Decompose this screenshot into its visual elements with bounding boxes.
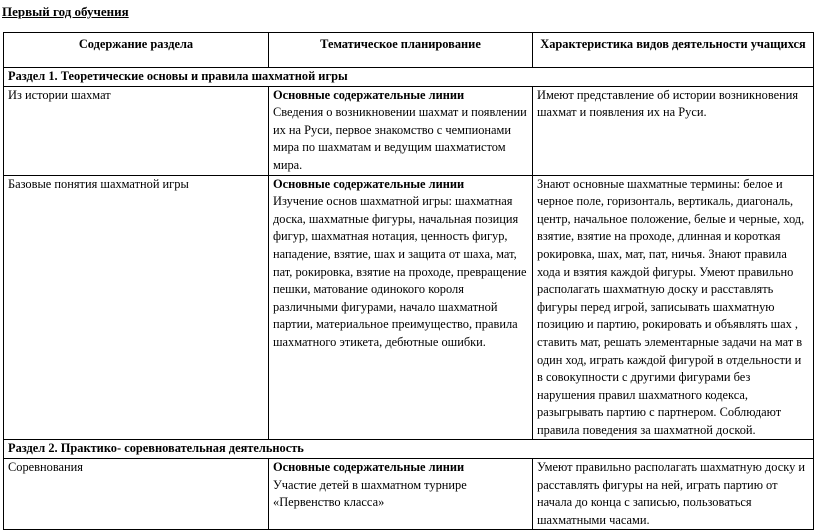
page-title: Первый год обучения <box>2 4 129 19</box>
lines-title: Основные содержательные линии <box>273 460 465 475</box>
planning-text: Участие детей в шахматном турнире «Первенство класса» <box>273 477 467 510</box>
table-header-row <box>4 33 814 68</box>
content-cell: Базовые понятия шахматной игры <box>4 175 269 440</box>
planning-text: Сведения о возникновении шахмат и появлении их на Руси, первое знакомство с чемпионами мира по шахматам и ведущим шахматистом мира. <box>273 105 527 172</box>
lines-title: Основные содержательные линии <box>273 176 465 191</box>
planning-cell <box>269 86 533 175</box>
table-row <box>4 175 814 440</box>
header-activity: Характеристика видов деятельности учащихся <box>533 33 814 68</box>
section-title: Раздел 1. Теоретические основы и правила шахматной игры <box>4 68 814 87</box>
planning-text: Изучение основ шахматной игры: шахматная доска, шахматные фигуры, начальная позиция фигур, шахматная нотация, ценность фигур, нападение, взятие, шах и защита от шаха, мат, пат, рокировка, взятие на проходе, превращение пешки, матование одинокого короля различными фигурами, начало шахматной партии, материальное преимущество, правила шахматного этикета, дебютные ошибки. <box>273 194 527 349</box>
section-row <box>4 68 814 87</box>
planning-cell <box>269 459 533 530</box>
header-content: Содержание раздела <box>4 33 269 68</box>
planning-cell <box>269 175 533 440</box>
header-planning: Тематическое планирование <box>269 33 533 68</box>
planning-table <box>3 32 814 530</box>
section-title: Раздел 2. Практико- соревновательная деятельность <box>4 440 814 459</box>
table-row <box>4 459 814 530</box>
table-row <box>4 86 814 175</box>
lines-title: Основные содержательные линии <box>273 87 465 102</box>
content-cell: Соревнования <box>4 459 269 530</box>
activity-cell: Имеют представление об истории возникновения шахмат и появления их на Руси. <box>533 86 814 175</box>
activity-cell: Знают основные шахматные термины: белое и черное поле, горизонталь, вертикаль, диагональ, центр, начальное положение, белые и черные, ход, взятие, взятие на проходе, длинная и короткая рокировка, шах, мат, пат, ничья. Знают правила хода и взятия каждой фигуры. Умеют правильно располагать шахматную доску и расставлять фигуры перед игрой, записывать шахматную позицию и партию, рокировать и объявлять шах , ставить мат, решать элементарные задачи на мат в один ход, играть каждой фигурой в отдельности и в совокупности с другими фигурами без нарушения правил шахматного кодекса, разыгрывать партию с партнером. Соблюдают правила поведения за шахматной доской. <box>533 175 814 440</box>
activity-cell: Умеют правильно располагать шахматную доску и расставлять фигуры на ней, играть партию от начала до конца с записью, пользоваться шахматными часами. <box>533 459 814 530</box>
content-cell: Из истории шахмат <box>4 86 269 175</box>
section-row <box>4 440 814 459</box>
